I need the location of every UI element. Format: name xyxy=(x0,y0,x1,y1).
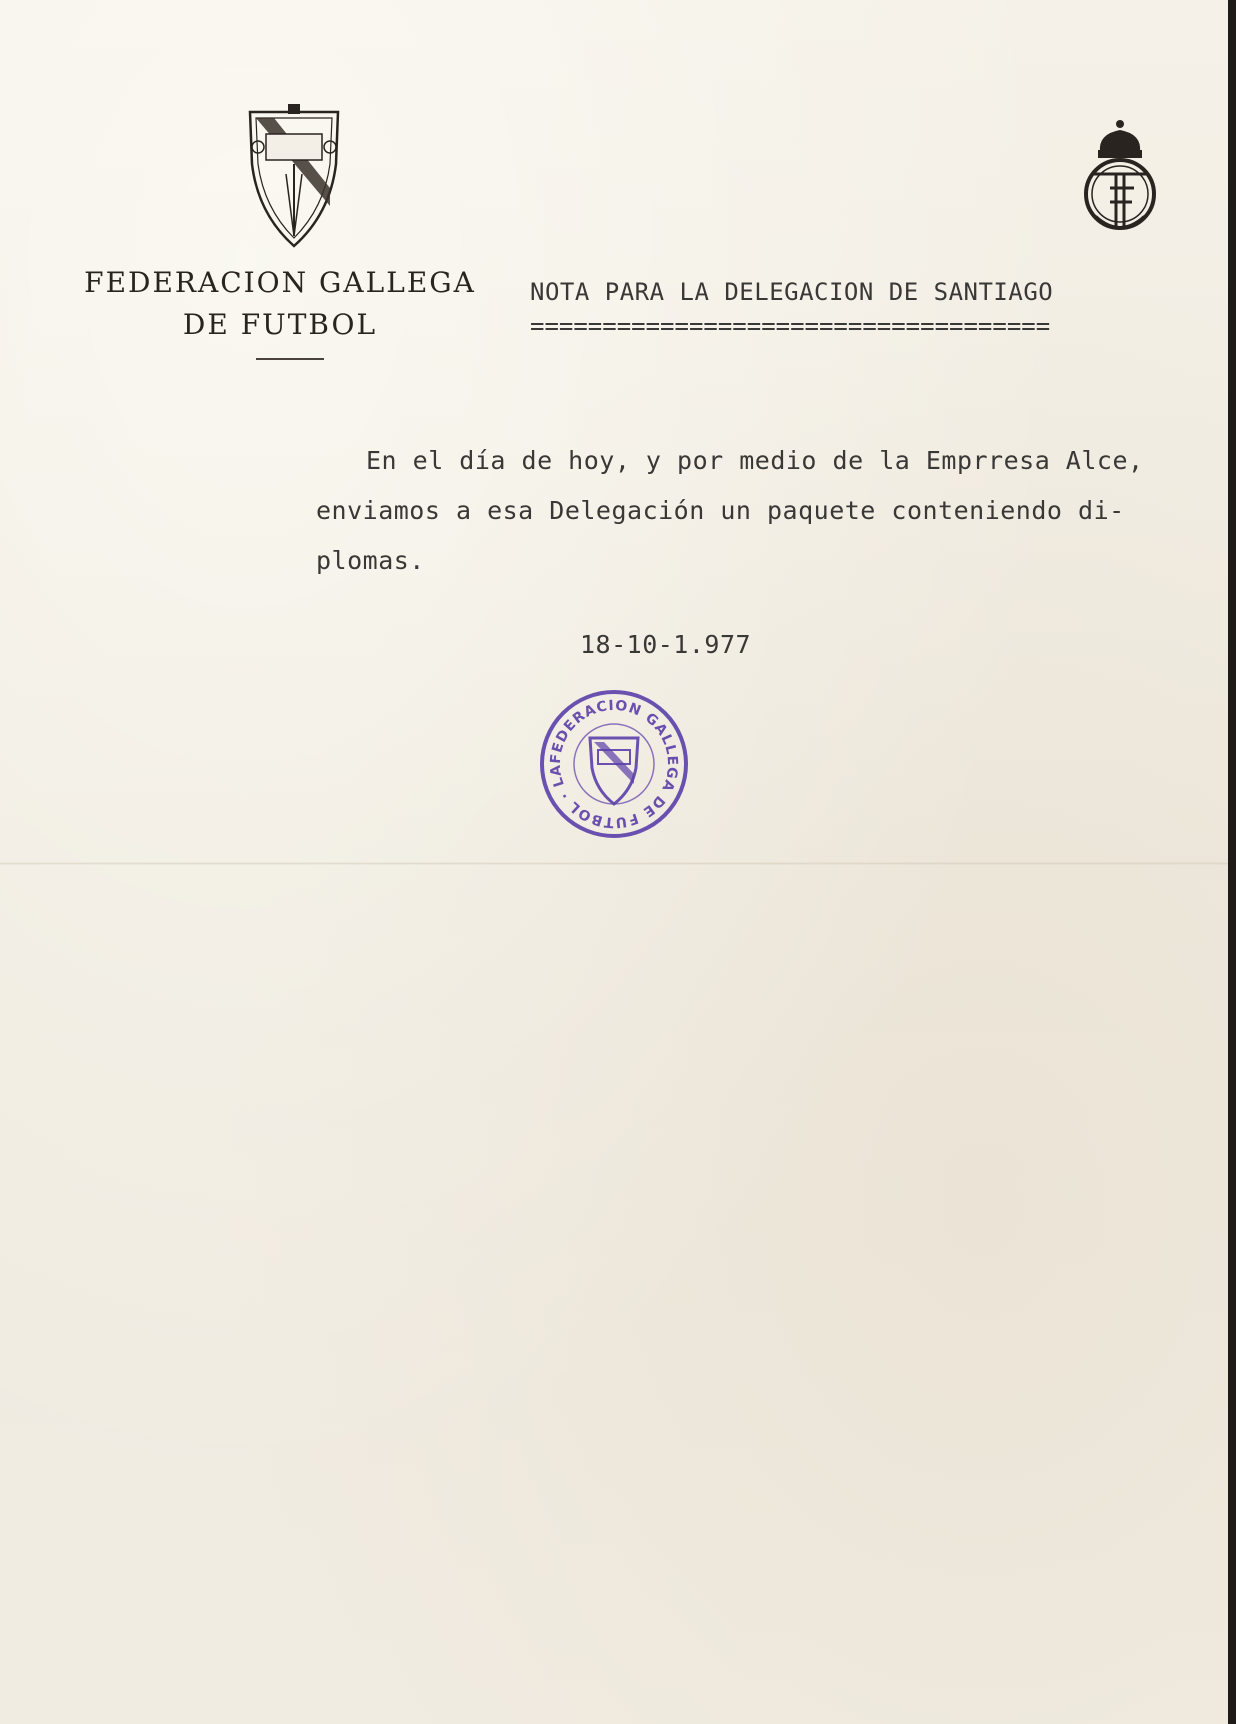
org-name-line1: FEDERACION GALLEGA xyxy=(84,266,476,299)
document-date: 18-10-1.977 xyxy=(580,630,752,659)
letterhead-org xyxy=(60,262,500,346)
body-line: enviamos a esa Delegación un paquete conteniendo di- xyxy=(316,496,1125,525)
note-title: NOTA PARA LA DELEGACION DE SANTIAGO xyxy=(530,278,1054,306)
body-line: En el día de hoy, y por medio de la Emprresa Alce, xyxy=(366,446,1144,475)
org-name-line2: DE FUTBOL xyxy=(182,308,378,341)
stamp-text: FEDERACION GALLEGA DE FUTBOL · LA xyxy=(547,697,681,831)
letterhead-divider xyxy=(256,358,324,360)
paper-fold xyxy=(0,862,1228,865)
note-title-underline: ==================================== xyxy=(530,312,1051,340)
federation-seal-icon xyxy=(538,688,690,840)
fgf-shield-icon xyxy=(244,104,344,250)
rfef-crown-crest-icon xyxy=(1076,118,1164,234)
scan-edge xyxy=(1228,0,1236,1724)
body-line: plomas. xyxy=(316,546,425,575)
